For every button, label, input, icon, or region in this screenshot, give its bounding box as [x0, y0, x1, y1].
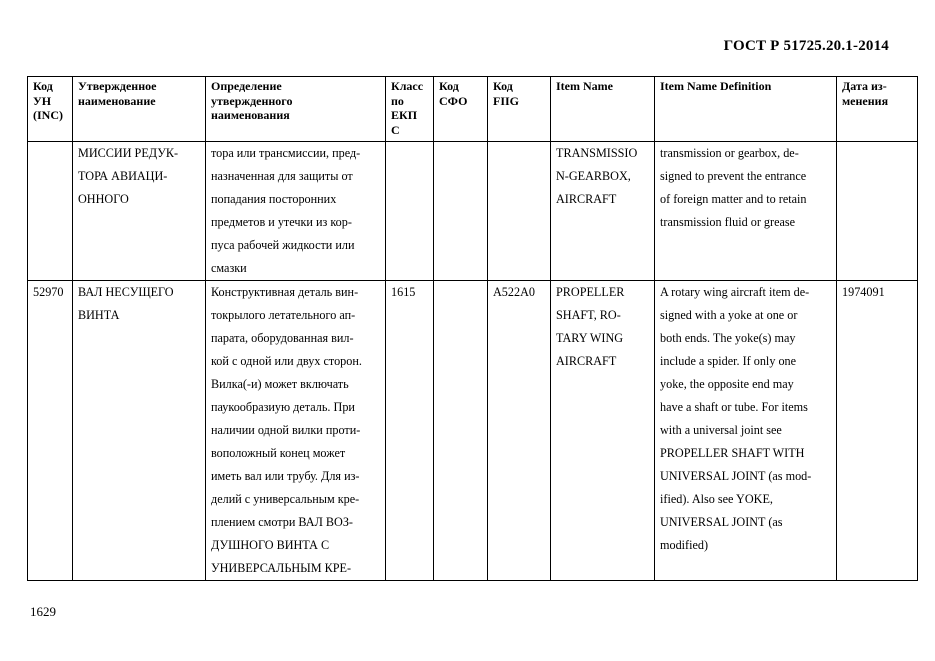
document-code: ГОСТ Р 51725.20.1-2014 — [723, 38, 889, 54]
table-row — [28, 142, 918, 281]
cell-sfo — [434, 281, 488, 581]
cell-change-date: 1974091 — [837, 281, 918, 581]
col-header-class: Класс по ЕКП С — [386, 77, 434, 142]
cell-item-name-definition: transmission or gearbox, de- signed to prevent the entrance of foreign matter and to retain transmission fluid or grease — [655, 142, 837, 281]
cell-change-date — [837, 142, 918, 281]
cell-definition: Конструктивная деталь вин- токрылого летательного ап- парата, оборудованная вил- кой с одной или двух сторон. Вилка(-и) может включать паукообразиую деталь. При наличии одной вилки проти- воположный конец может иметь вал или трубу. Для из- делий с универсальным кре- плением смотри ВАЛ ВОЗ- ДУШНОГО ВИНТА С УНИВЕРСАЛЬНЫМ КРЕ- — [206, 281, 386, 581]
table-header-row — [28, 77, 918, 142]
cell-fiig — [488, 142, 551, 281]
col-header-approved-name: Утвержденное наименование — [73, 77, 206, 142]
cell-item-name: TRANSMISSIO N-GEARBOX, AIRCRAFT — [551, 142, 655, 281]
cell-approved-name: МИССИИ РЕДУК- ТОРА АВИАЦИ- ОННОГО — [73, 142, 206, 281]
page-number: 1629 — [30, 604, 56, 619]
cell-class: 1615 — [386, 281, 434, 581]
cell-code — [28, 142, 73, 281]
col-header-item-name-definition: Item Name Definition — [655, 77, 837, 142]
cell-sfo — [434, 142, 488, 281]
spec-table — [27, 76, 918, 581]
col-header-code: Код УН (INC) — [28, 77, 73, 142]
cell-class — [386, 142, 434, 281]
table-row — [28, 281, 918, 581]
col-header-sfo: Код СФО — [434, 77, 488, 142]
cell-fiig: A522A0 — [488, 281, 551, 581]
col-header-change-date: Дата из- менения — [837, 77, 918, 142]
cell-approved-name: ВАЛ НЕСУЩЕГО ВИНТА — [73, 281, 206, 581]
cell-code: 52970 — [28, 281, 73, 581]
cell-definition: тора или трансмиссии, пред- назначенная для защиты от попадания посторонних предметов и утечки из кор- пуса рабочей жидкости или смазки — [206, 142, 386, 281]
cell-item-name-definition: A rotary wing aircraft item de- signed with a yoke at one or both ends. The yoke(s) may include a spider. If only one yoke, the opposite end may have a shaft or tube. For items with a universal joint see PROPELLER SHAFT WITH UNIVERSAL JOINT (as mod- ified). Also see YOKE, UNIVERSAL JOINT (as modified) — [655, 281, 837, 581]
col-header-fiig: Код FIIG — [488, 77, 551, 142]
cell-item-name: PROPELLER SHAFT, RO- TARY WING AIRCRAFT — [551, 281, 655, 581]
col-header-item-name: Item Name — [551, 77, 655, 142]
col-header-definition: Определение утвержденного наименования — [206, 77, 386, 142]
